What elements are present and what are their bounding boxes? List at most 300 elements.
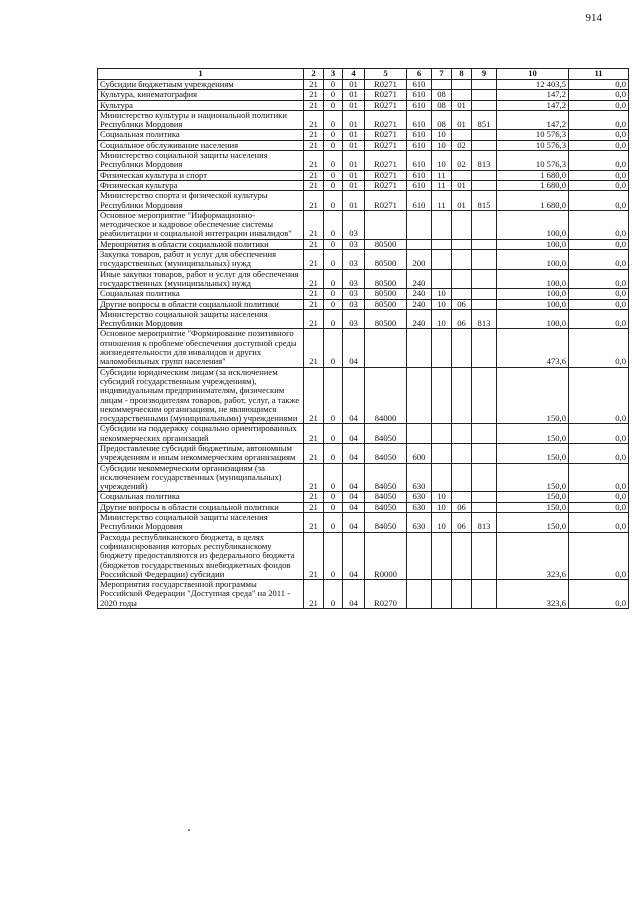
code-cell: 21 bbox=[304, 580, 324, 609]
amount-cell: 150,0 bbox=[497, 443, 569, 463]
section-cell bbox=[432, 580, 452, 609]
code-cell: 04 bbox=[343, 443, 365, 463]
code-cell: 21 bbox=[304, 269, 324, 289]
subsection-cell: 02 bbox=[452, 140, 472, 150]
column-header: 11 bbox=[569, 69, 629, 80]
code-cell: 01 bbox=[343, 110, 365, 130]
row-name-cell: Физическая культура bbox=[98, 180, 304, 190]
expense-type-cell bbox=[407, 329, 432, 367]
target-article-cell: 84000 bbox=[365, 367, 407, 424]
section-cell bbox=[432, 250, 452, 270]
section-cell bbox=[432, 443, 452, 463]
amount-cell: 323,6 bbox=[497, 532, 569, 579]
section-cell: 10 bbox=[432, 130, 452, 140]
amount-cell: 0,0 bbox=[569, 289, 629, 299]
section-cell: 10 bbox=[432, 513, 452, 533]
expense-type-cell bbox=[407, 367, 432, 424]
row-name-cell: Субсидии юридическим лицам (за исключением субсидий государственным учреждениям), индивидуальным предпринимателям, физическим лицам - производителям товаров, работ, услуг, а также некоммерческим организациям, не являющимся государственными (муниципальными) учреждениями bbox=[98, 367, 304, 424]
table-row bbox=[98, 90, 629, 100]
amount-cell: 0,0 bbox=[569, 250, 629, 270]
code-cell: 01 bbox=[343, 130, 365, 140]
amount-cell: 150,0 bbox=[497, 492, 569, 502]
code-cell: 0 bbox=[324, 299, 343, 309]
table-row bbox=[98, 239, 629, 249]
code-cell: 04 bbox=[343, 329, 365, 367]
amount-cell: 1 680,0 bbox=[497, 191, 569, 211]
ministry-code-cell bbox=[472, 210, 497, 239]
target-article-cell: R0271 bbox=[365, 180, 407, 190]
subsection-cell bbox=[452, 130, 472, 140]
amount-cell: 147,2 bbox=[497, 100, 569, 110]
amount-cell: 150,0 bbox=[497, 367, 569, 424]
ministry-code-cell bbox=[472, 299, 497, 309]
table-row bbox=[98, 329, 629, 367]
ministry-code-cell: 851 bbox=[472, 110, 497, 130]
table-row bbox=[98, 492, 629, 502]
code-cell: 0 bbox=[324, 443, 343, 463]
target-article-cell: 84050 bbox=[365, 424, 407, 444]
subsection-cell: 06 bbox=[452, 309, 472, 329]
code-cell: 21 bbox=[304, 309, 324, 329]
target-article-cell: 84050 bbox=[365, 492, 407, 502]
expense-type-cell bbox=[407, 239, 432, 249]
expense-type-cell: 610 bbox=[407, 110, 432, 130]
amount-cell: 10 576,3 bbox=[497, 151, 569, 171]
amount-cell: 0,0 bbox=[569, 140, 629, 150]
table-row bbox=[98, 289, 629, 299]
code-cell: 0 bbox=[324, 309, 343, 329]
table-row bbox=[98, 110, 629, 130]
amount-cell: 100,0 bbox=[497, 289, 569, 299]
expense-type-cell: 240 bbox=[407, 289, 432, 299]
subsection-cell bbox=[452, 424, 472, 444]
subsection-cell bbox=[452, 367, 472, 424]
row-name-cell: Расходы республиканского бюджета, в целях софинансирования которых республиканскому бюджету предоставляются из федерального бюджета (бюджетов государственных внебюджетных фондов Российской Федерации) субсидии bbox=[98, 532, 304, 579]
row-name-cell: Закупка товаров, работ и услуг для обеспечения государственных (муниципальных) нужд bbox=[98, 250, 304, 270]
ministry-code-cell: 815 bbox=[472, 191, 497, 211]
section-cell bbox=[432, 329, 452, 367]
section-cell: 10 bbox=[432, 299, 452, 309]
code-cell: 04 bbox=[343, 513, 365, 533]
code-cell: 03 bbox=[343, 309, 365, 329]
row-name-cell: Субсидии некоммерческим организациям (за исключением государственных (муниципальных) учреждений) bbox=[98, 463, 304, 492]
amount-cell: 150,0 bbox=[497, 513, 569, 533]
column-header: 7 bbox=[432, 69, 452, 80]
row-name-cell: Социальное обслуживание населения bbox=[98, 140, 304, 150]
column-header: 9 bbox=[472, 69, 497, 80]
column-header: 8 bbox=[452, 69, 472, 80]
expense-type-cell bbox=[407, 580, 432, 609]
code-cell: 04 bbox=[343, 532, 365, 579]
expense-type-cell: 630 bbox=[407, 513, 432, 533]
code-cell: 0 bbox=[324, 80, 343, 90]
code-cell: 0 bbox=[324, 502, 343, 512]
table-row bbox=[98, 100, 629, 110]
expense-type-cell bbox=[407, 532, 432, 579]
expense-type-cell: 240 bbox=[407, 299, 432, 309]
row-name-cell: Субсидии бюджетным учреждениям bbox=[98, 80, 304, 90]
section-cell: 11 bbox=[432, 180, 452, 190]
amount-cell: 0,0 bbox=[569, 513, 629, 533]
expense-type-cell: 630 bbox=[407, 492, 432, 502]
amount-cell: 0,0 bbox=[569, 80, 629, 90]
budget-table bbox=[97, 68, 629, 609]
subsection-cell: 06 bbox=[452, 299, 472, 309]
section-cell bbox=[432, 210, 452, 239]
subsection-cell bbox=[452, 289, 472, 299]
ministry-code-cell bbox=[472, 580, 497, 609]
code-cell: 21 bbox=[304, 289, 324, 299]
code-cell: 0 bbox=[324, 250, 343, 270]
amount-cell: 100,0 bbox=[497, 210, 569, 239]
expense-type-cell bbox=[407, 210, 432, 239]
expense-type-cell: 630 bbox=[407, 502, 432, 512]
code-cell: 0 bbox=[324, 269, 343, 289]
amount-cell: 150,0 bbox=[497, 502, 569, 512]
row-name-cell: Другие вопросы в области социальной политики bbox=[98, 502, 304, 512]
target-article-cell bbox=[365, 210, 407, 239]
amount-cell: 0,0 bbox=[569, 90, 629, 100]
amount-cell: 0,0 bbox=[569, 309, 629, 329]
amount-cell: 0,0 bbox=[569, 151, 629, 171]
code-cell: 0 bbox=[324, 130, 343, 140]
row-name-cell: Социальная политика bbox=[98, 130, 304, 140]
code-cell: 21 bbox=[304, 329, 324, 367]
ministry-code-cell bbox=[472, 170, 497, 180]
code-cell: 0 bbox=[324, 367, 343, 424]
ministry-code-cell bbox=[472, 367, 497, 424]
row-name-cell: Министерство социальной защиты населения Республики Мордовия bbox=[98, 309, 304, 329]
amount-cell: 0,0 bbox=[569, 492, 629, 502]
code-cell: 0 bbox=[324, 180, 343, 190]
amount-cell: 0,0 bbox=[569, 191, 629, 211]
code-cell: 0 bbox=[324, 90, 343, 100]
column-header: 4 bbox=[343, 69, 365, 80]
code-cell: 21 bbox=[304, 80, 324, 90]
code-cell: 0 bbox=[324, 424, 343, 444]
target-article-cell: R0271 bbox=[365, 130, 407, 140]
target-article-cell: 80500 bbox=[365, 239, 407, 249]
ministry-code-cell bbox=[472, 532, 497, 579]
expense-type-cell: 610 bbox=[407, 180, 432, 190]
target-article-cell: R0000 bbox=[365, 532, 407, 579]
code-cell: 04 bbox=[343, 463, 365, 492]
target-article-cell: R0271 bbox=[365, 170, 407, 180]
target-article-cell: 80500 bbox=[365, 309, 407, 329]
section-cell: 11 bbox=[432, 191, 452, 211]
subsection-cell bbox=[452, 170, 472, 180]
code-cell: 0 bbox=[324, 532, 343, 579]
section-cell bbox=[432, 463, 452, 492]
ministry-code-cell bbox=[472, 239, 497, 249]
row-name-cell: Другие вопросы в области социальной политики bbox=[98, 299, 304, 309]
column-header: 1 bbox=[98, 69, 304, 80]
table-row bbox=[98, 140, 629, 150]
subsection-cell bbox=[452, 443, 472, 463]
table-row bbox=[98, 580, 629, 609]
subsection-cell: 01 bbox=[452, 100, 472, 110]
table-row bbox=[98, 299, 629, 309]
amount-cell: 0,0 bbox=[569, 100, 629, 110]
code-cell: 21 bbox=[304, 443, 324, 463]
code-cell: 21 bbox=[304, 170, 324, 180]
table-body bbox=[98, 80, 629, 609]
amount-cell: 147,2 bbox=[497, 110, 569, 130]
column-header: 10 bbox=[497, 69, 569, 80]
ministry-code-cell: 813 bbox=[472, 513, 497, 533]
expense-type-cell: 610 bbox=[407, 191, 432, 211]
expense-type-cell: 240 bbox=[407, 309, 432, 329]
ministry-code-cell bbox=[472, 269, 497, 289]
code-cell: 21 bbox=[304, 90, 324, 100]
amount-cell: 100,0 bbox=[497, 269, 569, 289]
code-cell: 0 bbox=[324, 151, 343, 171]
table-row bbox=[98, 424, 629, 444]
row-name-cell: Культура, кинематография bbox=[98, 90, 304, 100]
amount-cell: 100,0 bbox=[497, 250, 569, 270]
code-cell: 0 bbox=[324, 513, 343, 533]
code-cell: 03 bbox=[343, 250, 365, 270]
code-cell: 04 bbox=[343, 580, 365, 609]
ministry-code-cell bbox=[472, 424, 497, 444]
amount-cell: 473,6 bbox=[497, 329, 569, 367]
ministry-code-cell bbox=[472, 90, 497, 100]
row-name-cell: Основное мероприятие "Формирование позитивного отношения к проблеме обеспечения доступной среды жизнедеятельности для инвалидов и других маломобильных групп населения" bbox=[98, 329, 304, 367]
column-header: 3 bbox=[324, 69, 343, 80]
code-cell: 0 bbox=[324, 329, 343, 367]
row-name-cell: Министерство культуры и национальной политики Республики Мордовия bbox=[98, 110, 304, 130]
section-cell bbox=[432, 239, 452, 249]
amount-cell: 0,0 bbox=[569, 532, 629, 579]
target-article-cell: R0271 bbox=[365, 140, 407, 150]
code-cell: 21 bbox=[304, 250, 324, 270]
target-article-cell: R0271 bbox=[365, 80, 407, 90]
code-cell: 21 bbox=[304, 513, 324, 533]
code-cell: 01 bbox=[343, 80, 365, 90]
amount-cell: 100,0 bbox=[497, 299, 569, 309]
amount-cell: 323,6 bbox=[497, 580, 569, 609]
expense-type-cell: 610 bbox=[407, 130, 432, 140]
table-row bbox=[98, 250, 629, 270]
amount-cell: 10 576,3 bbox=[497, 130, 569, 140]
table-row bbox=[98, 180, 629, 190]
subsection-cell: 02 bbox=[452, 151, 472, 171]
code-cell: 21 bbox=[304, 140, 324, 150]
table-row bbox=[98, 309, 629, 329]
expense-type-cell: 240 bbox=[407, 269, 432, 289]
target-article-cell: 84050 bbox=[365, 502, 407, 512]
amount-cell: 0,0 bbox=[569, 170, 629, 180]
table-row bbox=[98, 151, 629, 171]
table-row bbox=[98, 210, 629, 239]
column-header: 6 bbox=[407, 69, 432, 80]
ministry-code-cell bbox=[472, 463, 497, 492]
target-article-cell: 84050 bbox=[365, 463, 407, 492]
amount-cell: 0,0 bbox=[569, 443, 629, 463]
subsection-cell: 06 bbox=[452, 502, 472, 512]
column-header: 2 bbox=[304, 69, 324, 80]
amount-cell: 0,0 bbox=[569, 210, 629, 239]
code-cell: 01 bbox=[343, 100, 365, 110]
code-cell: 01 bbox=[343, 140, 365, 150]
section-cell: 10 bbox=[432, 502, 452, 512]
code-cell: 21 bbox=[304, 110, 324, 130]
amount-cell: 0,0 bbox=[569, 110, 629, 130]
section-cell bbox=[432, 367, 452, 424]
subsection-cell: 06 bbox=[452, 513, 472, 533]
code-cell: 21 bbox=[304, 367, 324, 424]
target-article-cell: R0271 bbox=[365, 191, 407, 211]
code-cell: 21 bbox=[304, 180, 324, 190]
code-cell: 01 bbox=[343, 170, 365, 180]
amount-cell: 0,0 bbox=[569, 329, 629, 367]
table-row bbox=[98, 463, 629, 492]
subsection-cell bbox=[452, 90, 472, 100]
section-cell: 10 bbox=[432, 492, 452, 502]
section-cell: 10 bbox=[432, 309, 452, 329]
ministry-code-cell bbox=[472, 443, 497, 463]
amount-cell: 0,0 bbox=[569, 299, 629, 309]
section-cell bbox=[432, 269, 452, 289]
table-row bbox=[98, 80, 629, 90]
table-row bbox=[98, 532, 629, 579]
ministry-code-cell bbox=[472, 180, 497, 190]
target-article-cell bbox=[365, 329, 407, 367]
code-cell: 21 bbox=[304, 463, 324, 492]
row-name-cell: Министерство спорта и физической культуры Республики Мордовия bbox=[98, 191, 304, 211]
subsection-cell: 01 bbox=[452, 110, 472, 130]
ministry-code-cell bbox=[472, 130, 497, 140]
code-cell: 0 bbox=[324, 170, 343, 180]
subsection-cell: 01 bbox=[452, 191, 472, 211]
ministry-code-cell bbox=[472, 250, 497, 270]
code-cell: 03 bbox=[343, 269, 365, 289]
subsection-cell bbox=[452, 239, 472, 249]
code-cell: 01 bbox=[343, 191, 365, 211]
header-row bbox=[98, 69, 629, 80]
code-cell: 21 bbox=[304, 299, 324, 309]
subsection-cell bbox=[452, 492, 472, 502]
amount-cell: 150,0 bbox=[497, 463, 569, 492]
subsection-cell bbox=[452, 210, 472, 239]
subsection-cell: 01 bbox=[452, 180, 472, 190]
subsection-cell bbox=[452, 580, 472, 609]
row-name-cell: Физическая культура и спорт bbox=[98, 170, 304, 180]
expense-type-cell: 610 bbox=[407, 170, 432, 180]
subsection-cell bbox=[452, 329, 472, 367]
row-name-cell: Субсидии на поддержку социально ориентированных некоммерческих организаций bbox=[98, 424, 304, 444]
subsection-cell bbox=[452, 463, 472, 492]
code-cell: 21 bbox=[304, 151, 324, 171]
ministry-code-cell bbox=[472, 492, 497, 502]
target-article-cell: R0270 bbox=[365, 580, 407, 609]
expense-type-cell: 610 bbox=[407, 80, 432, 90]
table-row bbox=[98, 502, 629, 512]
code-cell: 01 bbox=[343, 151, 365, 171]
code-cell: 0 bbox=[324, 110, 343, 130]
section-cell bbox=[432, 424, 452, 444]
code-cell: 01 bbox=[343, 90, 365, 100]
code-cell: 21 bbox=[304, 502, 324, 512]
row-name-cell: Иные закупки товаров, работ и услуг для обеспечения государственных (муниципальных) нужд bbox=[98, 269, 304, 289]
expense-type-cell: 630 bbox=[407, 463, 432, 492]
table-row bbox=[98, 269, 629, 289]
subsection-cell bbox=[452, 80, 472, 90]
ministry-code-cell: 813 bbox=[472, 309, 497, 329]
code-cell: 04 bbox=[343, 492, 365, 502]
amount-cell: 0,0 bbox=[569, 463, 629, 492]
code-cell: 0 bbox=[324, 210, 343, 239]
code-cell: 0 bbox=[324, 492, 343, 502]
code-cell: 04 bbox=[343, 367, 365, 424]
target-article-cell: R0271 bbox=[365, 100, 407, 110]
row-name-cell: Министерство социальной защиты населения Республики Мордовия bbox=[98, 513, 304, 533]
amount-cell: 1 680,0 bbox=[497, 170, 569, 180]
subsection-cell bbox=[452, 250, 472, 270]
expense-type-cell: 200 bbox=[407, 250, 432, 270]
ministry-code-cell bbox=[472, 502, 497, 512]
row-name-cell: Основное мероприятие "Информационно-методическое и кадровое обеспечение системы реабилитации и социальной интеграции инвалидов" bbox=[98, 210, 304, 239]
code-cell: 04 bbox=[343, 502, 365, 512]
table-row bbox=[98, 130, 629, 140]
expense-type-cell: 610 bbox=[407, 100, 432, 110]
code-cell: 04 bbox=[343, 424, 365, 444]
amount-cell: 10 576,3 bbox=[497, 140, 569, 150]
code-cell: 03 bbox=[343, 210, 365, 239]
amount-cell: 0,0 bbox=[569, 180, 629, 190]
ministry-code-cell bbox=[472, 329, 497, 367]
section-cell: 10 bbox=[432, 151, 452, 171]
section-cell bbox=[432, 80, 452, 90]
ministry-code-cell bbox=[472, 140, 497, 150]
row-name-cell: Мероприятия в области социальной политики bbox=[98, 239, 304, 249]
target-article-cell: 80500 bbox=[365, 269, 407, 289]
amount-cell: 12 403,5 bbox=[497, 80, 569, 90]
amount-cell: 100,0 bbox=[497, 309, 569, 329]
column-header: 5 bbox=[365, 69, 407, 80]
amount-cell: 0,0 bbox=[569, 130, 629, 140]
table-row bbox=[98, 367, 629, 424]
page-number: 914 bbox=[585, 12, 602, 24]
code-cell: 21 bbox=[304, 532, 324, 579]
section-cell bbox=[432, 532, 452, 579]
row-name-cell: Предоставление субсидий бюджетным, автономным учреждениям и иным некоммерческим организациям bbox=[98, 443, 304, 463]
target-article-cell: 80500 bbox=[365, 299, 407, 309]
ministry-code-cell bbox=[472, 100, 497, 110]
section-cell: 08 bbox=[432, 110, 452, 130]
target-article-cell: R0271 bbox=[365, 110, 407, 130]
amount-cell: 0,0 bbox=[569, 502, 629, 512]
target-article-cell: 84050 bbox=[365, 443, 407, 463]
row-name-cell: Социальная политика bbox=[98, 289, 304, 299]
target-article-cell: R0271 bbox=[365, 90, 407, 100]
code-cell: 0 bbox=[324, 191, 343, 211]
code-cell: 21 bbox=[304, 492, 324, 502]
scan-dot bbox=[188, 829, 190, 831]
row-name-cell: Мероприятия государственной программы Российской Федерации "Доступная среда" на 2011 - 2020 годы bbox=[98, 580, 304, 609]
subsection-cell bbox=[452, 532, 472, 579]
code-cell: 21 bbox=[304, 130, 324, 140]
amount-cell: 0,0 bbox=[569, 580, 629, 609]
section-cell: 10 bbox=[432, 289, 452, 299]
expense-type-cell: 610 bbox=[407, 90, 432, 100]
section-cell: 08 bbox=[432, 90, 452, 100]
code-cell: 0 bbox=[324, 100, 343, 110]
amount-cell: 0,0 bbox=[569, 367, 629, 424]
code-cell: 01 bbox=[343, 180, 365, 190]
section-cell: 11 bbox=[432, 170, 452, 180]
code-cell: 03 bbox=[343, 299, 365, 309]
